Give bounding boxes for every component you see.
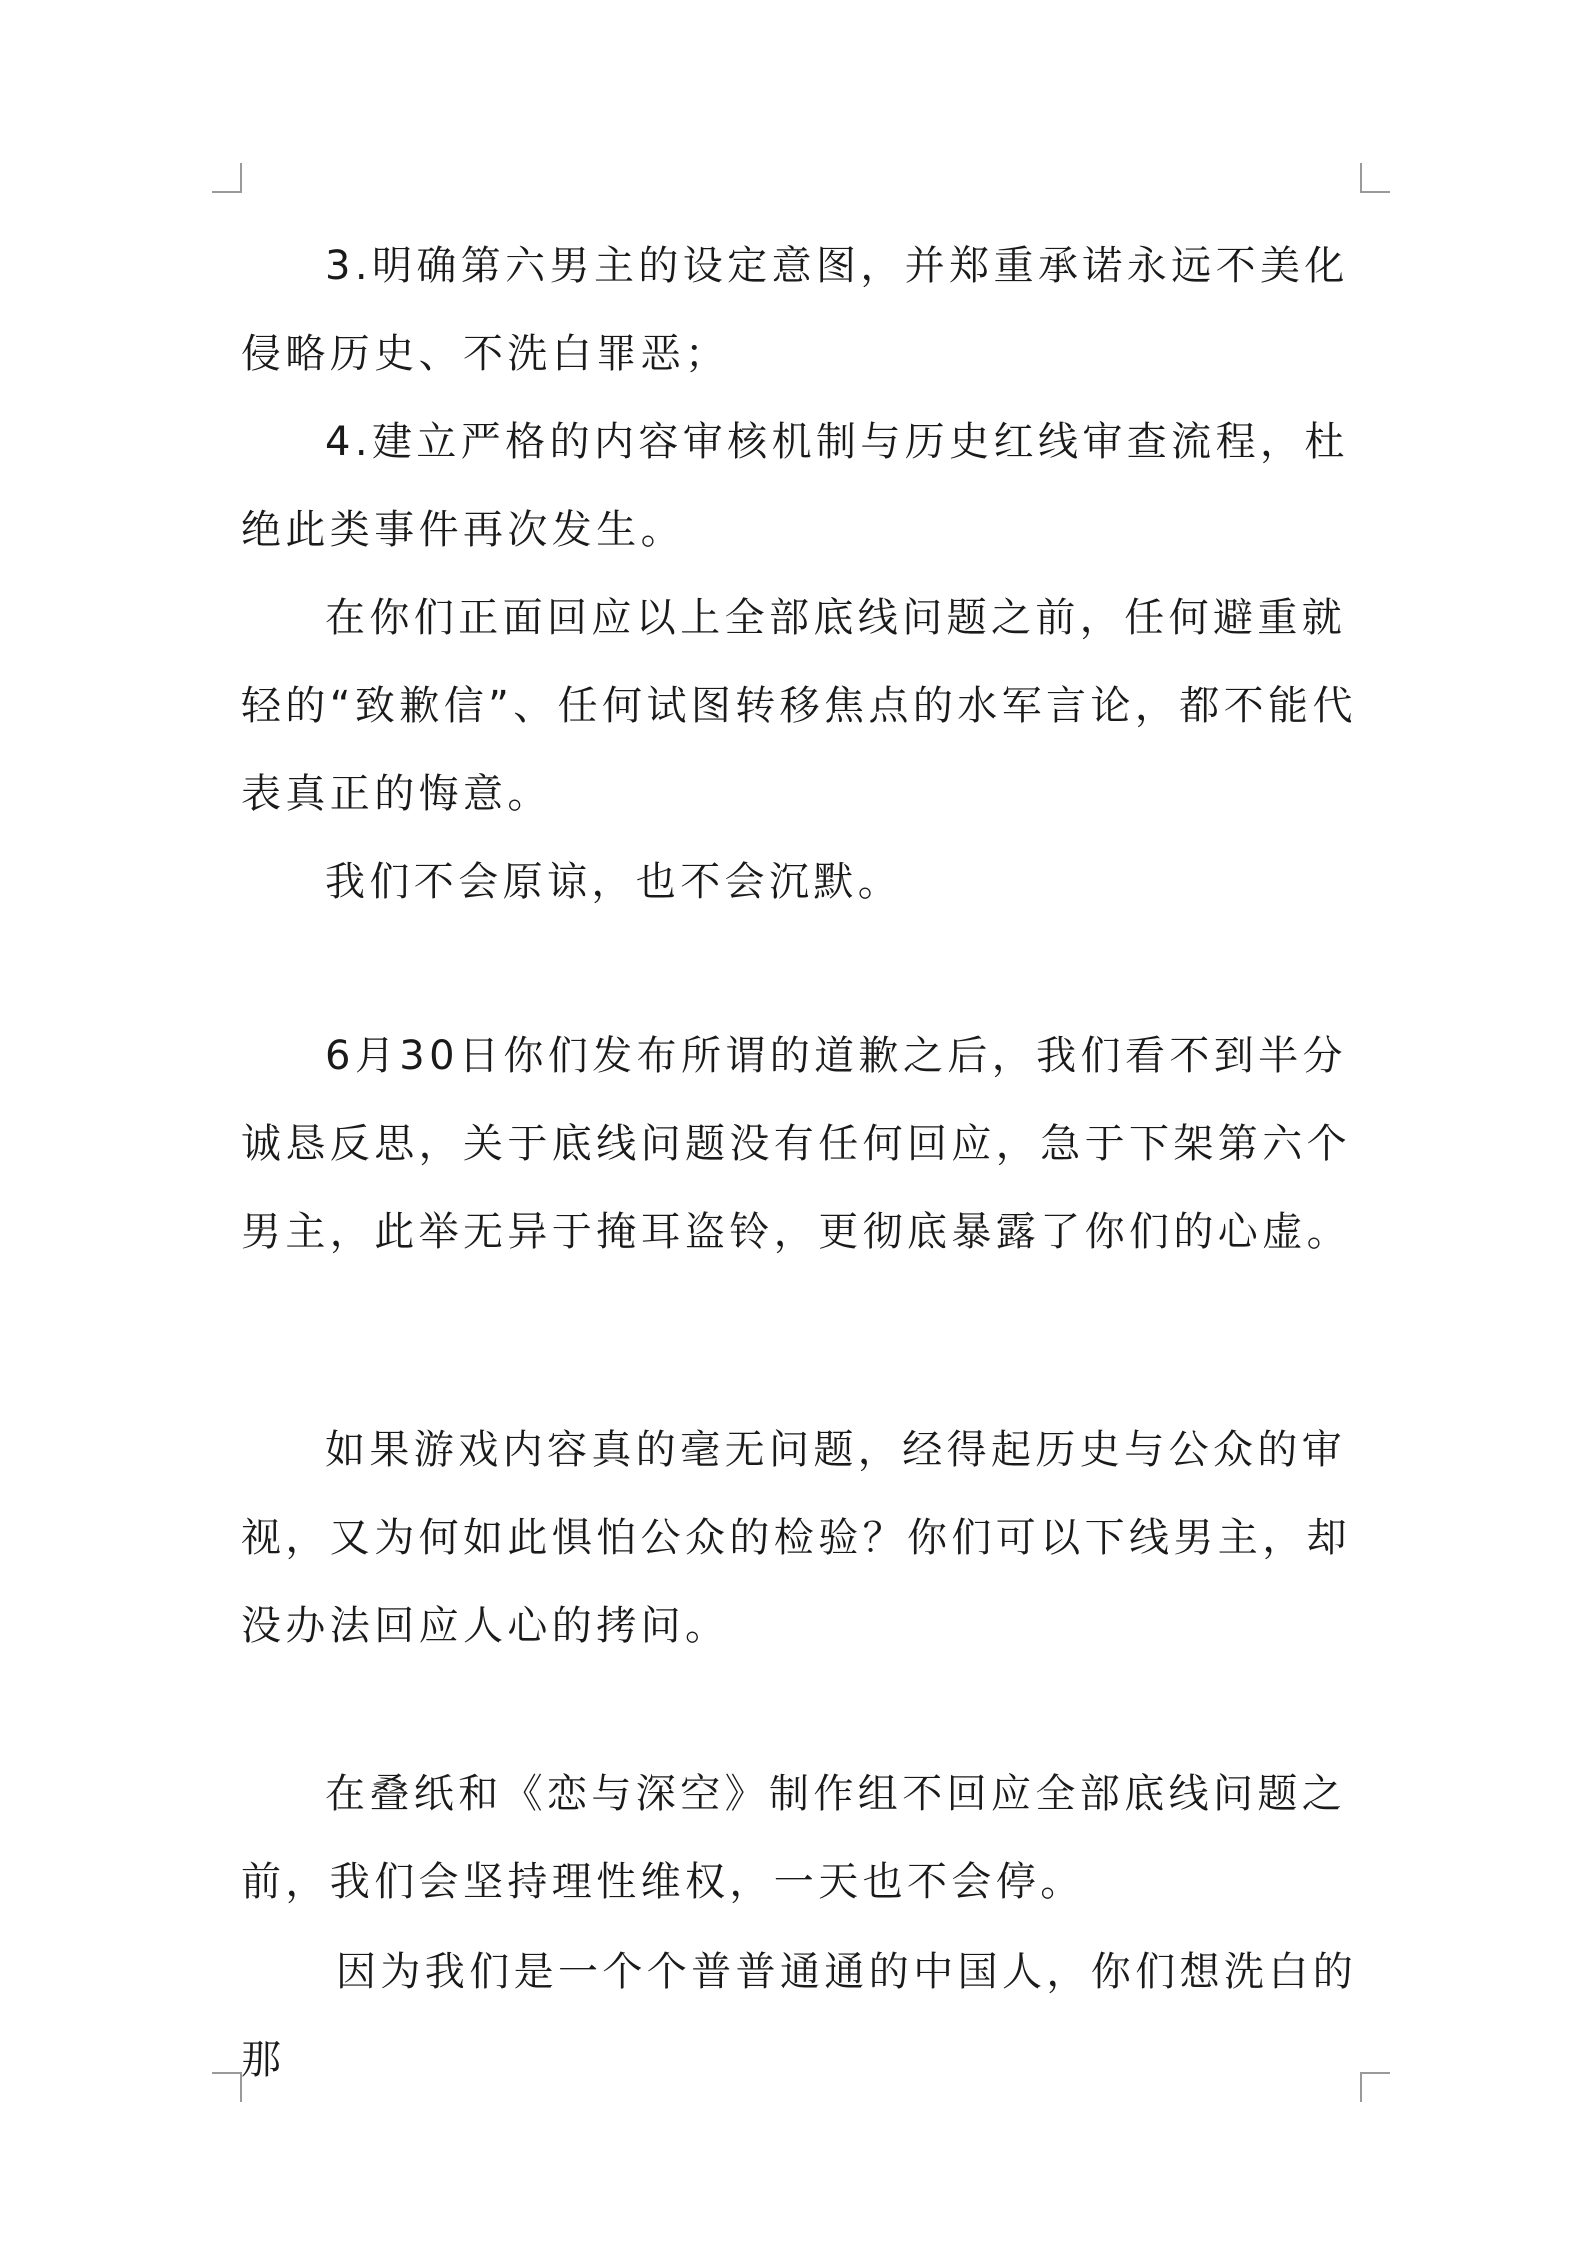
crop-mark-bottom-left (212, 2072, 242, 2102)
paragraph-apology-condition: 在你们正面回应以上全部底线问题之前，任何避重就轻的“致歉信”、任何试图转移焦点的水军言论，都不能代表真正的悔意。 (241, 595, 1357, 817)
paragraph-item-4: 4.建立严格的内容审核机制与历史红线审查流程，杜绝此类事件再次发生。 (241, 419, 1349, 553)
paragraph-public-scrutiny: 如果游戏内容真的毫无问题，经得起历史与公众的审视，又为何如此惧怕公众的检验？你们可以下线男主，却没办法回应人心的拷问。 (241, 1427, 1351, 1649)
paragraph-june-30: 6月30日你们发布所谓的道歉之后，我们看不到半分诚恳反思，关于底线问题没有任何回应，急于下架第六个男主，此举无异于掩耳盗铃，更彻底暴露了你们的心虚。 (241, 1033, 1351, 1255)
paragraph-no-forgiveness: 我们不会原谅，也不会沉默。 (325, 859, 903, 905)
crop-mark-top-right (1360, 163, 1390, 193)
crop-mark-top-left (212, 163, 242, 193)
paragraph-item-3: 3.明确第六男主的设定意图，并郑重承诺永远不美化侵略历史、不洗白罪恶； (241, 243, 1349, 377)
crop-mark-bottom-right (1360, 2072, 1390, 2102)
paragraph-rights-protection: 在叠纸和《恋与深空》制作组不回应全部底线问题之前，我们会坚持理性维权，一天也不会停。 (241, 1771, 1347, 1905)
paragraph-ordinary-chinese: 因为我们是一个个普普通通的中国人，你们想洗白的那 (241, 1949, 1358, 2083)
